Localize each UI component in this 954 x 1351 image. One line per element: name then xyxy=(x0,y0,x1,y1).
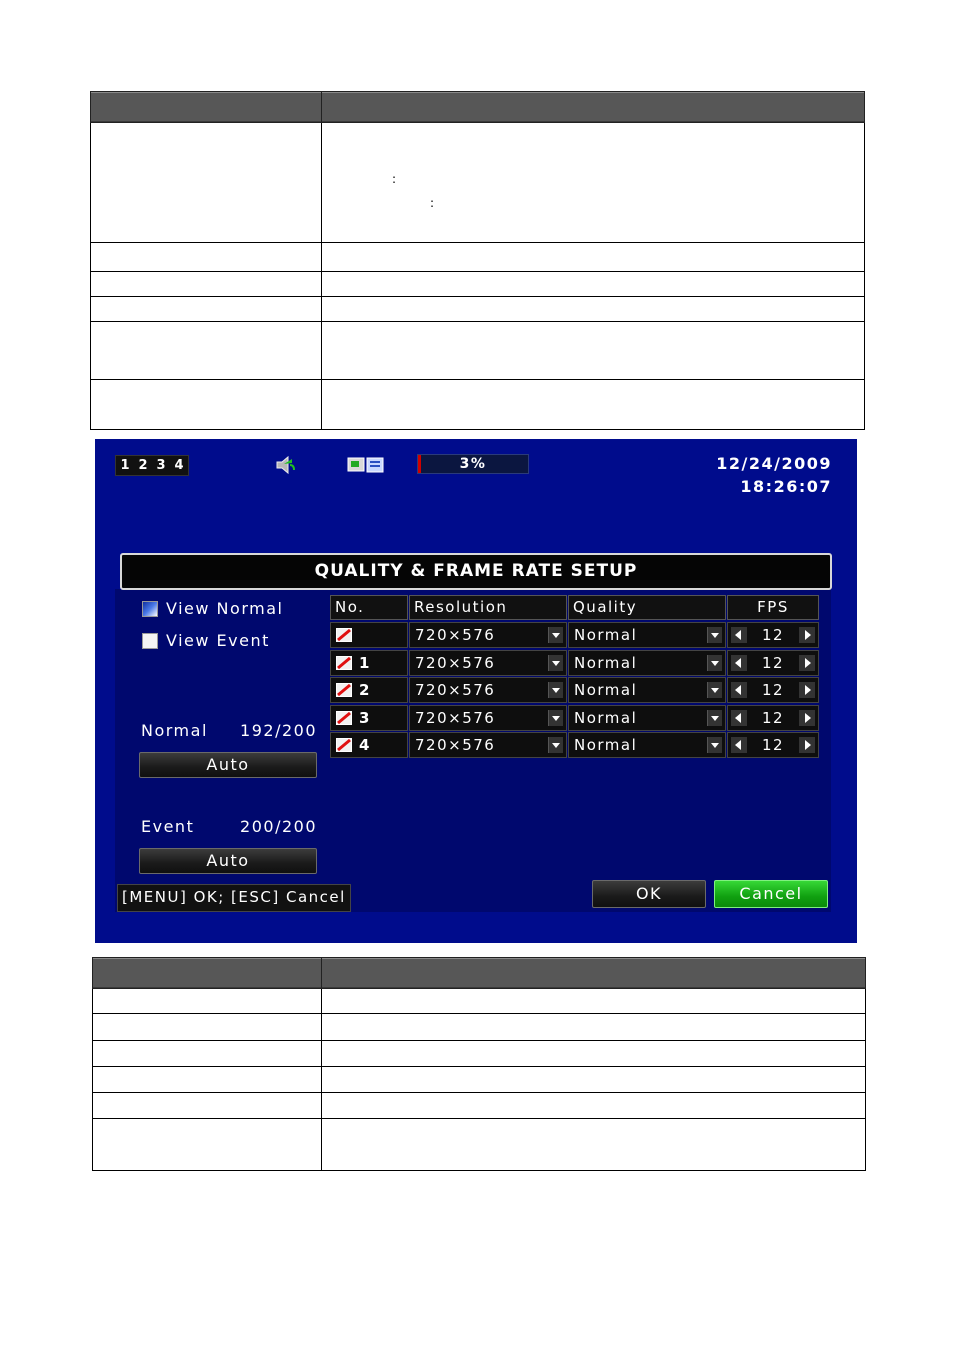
camera-enable-icon xyxy=(336,656,352,670)
table-cell xyxy=(93,1041,322,1067)
table-cell xyxy=(91,322,322,380)
audio-speaker-icon xyxy=(275,455,297,475)
chevron-down-icon[interactable] xyxy=(707,737,722,753)
column-header-fps: FPS xyxy=(727,595,819,620)
quality-value: Normal xyxy=(574,708,638,727)
arrow-right-icon[interactable] xyxy=(799,710,815,726)
resolution-select[interactable] xyxy=(409,677,567,703)
channel-number: 1 xyxy=(120,458,130,473)
channel-number: 2 xyxy=(138,458,148,473)
channel-number: 4 xyxy=(174,458,184,473)
keyboard-hint: [MENU] OK; [ESC] Cancel xyxy=(117,884,351,912)
view-normal-label: View Normal xyxy=(166,599,284,618)
chevron-down-icon[interactable] xyxy=(707,655,722,671)
event-value: 200/200 xyxy=(240,817,317,836)
view-event-option[interactable] xyxy=(142,631,270,650)
event-auto-button[interactable]: Auto xyxy=(139,848,317,874)
fps-stepper[interactable] xyxy=(727,705,819,731)
view-normal-checkbox[interactable] xyxy=(142,601,158,617)
bottom-document-table xyxy=(92,957,866,1171)
cancel-button[interactable]: Cancel xyxy=(714,880,828,908)
table-cell xyxy=(91,123,322,243)
table-cell xyxy=(93,1014,322,1041)
channel-row xyxy=(330,732,820,759)
table-header-cell xyxy=(322,958,866,989)
quality-select[interactable] xyxy=(568,677,726,703)
table-cell xyxy=(91,272,322,297)
table-cell xyxy=(322,989,866,1014)
normal-auto-button[interactable]: Auto xyxy=(139,752,317,778)
channel-no-cell[interactable] xyxy=(330,650,408,676)
quality-select[interactable] xyxy=(568,650,726,676)
normal-value: 192/200 xyxy=(240,721,317,740)
channel-no-cell[interactable] xyxy=(330,705,408,731)
camera-enable-icon xyxy=(336,683,352,697)
arrow-right-icon[interactable] xyxy=(799,737,815,753)
camera-enable-icon xyxy=(336,711,352,725)
normal-label: Normal xyxy=(141,721,208,740)
top-document-table xyxy=(90,91,865,430)
channel-row xyxy=(330,650,820,677)
column-header-quality: Quality xyxy=(568,595,726,620)
table-cell xyxy=(322,1041,866,1067)
table-cell xyxy=(93,1093,322,1119)
table-cell xyxy=(322,123,865,243)
quality-value: Normal xyxy=(574,736,638,754)
resolution-value: 720×576 xyxy=(415,653,496,672)
table-cell xyxy=(322,1014,866,1041)
quality-value: Normal xyxy=(574,681,638,699)
channel-number: 1 xyxy=(359,653,371,672)
view-normal-option[interactable] xyxy=(142,599,283,618)
chevron-down-icon[interactable] xyxy=(548,655,563,671)
table-cell xyxy=(322,1067,866,1093)
channel-number: 3 xyxy=(156,458,166,473)
resolution-select[interactable] xyxy=(409,705,567,731)
table-header-cell xyxy=(91,92,322,123)
chevron-down-icon[interactable] xyxy=(548,737,563,753)
table-cell xyxy=(91,380,322,430)
channel-no-cell[interactable] xyxy=(330,622,408,648)
menu-title: QUALITY & FRAME RATE SETUP xyxy=(120,553,832,590)
event-quota-row xyxy=(141,817,317,836)
hdd-usage-text: 3% xyxy=(459,456,487,472)
date-time-display xyxy=(716,452,832,498)
table-cell xyxy=(91,243,322,272)
resolution-value: 720×576 xyxy=(415,626,496,644)
quality-value: Normal xyxy=(574,653,638,672)
dvr-screen xyxy=(95,439,857,943)
channel-indicator xyxy=(115,455,189,476)
table-cell xyxy=(322,1119,866,1171)
channel-row xyxy=(330,677,820,704)
table-cell xyxy=(322,243,865,272)
hdd-usage-bar xyxy=(417,454,529,474)
arrow-right-icon[interactable] xyxy=(799,655,815,671)
arrow-right-icon[interactable] xyxy=(799,627,815,643)
channel-number: 4 xyxy=(359,736,371,754)
time-text: 18:26:07 xyxy=(740,477,832,496)
disk-record-icon xyxy=(347,455,387,475)
channel-row xyxy=(330,622,820,649)
resolution-value: 720×576 xyxy=(415,681,496,699)
table-cell xyxy=(91,297,322,322)
colon-mark: : xyxy=(430,196,435,210)
table-cell xyxy=(322,380,865,430)
table-header-cell xyxy=(93,958,322,989)
fps-value: 12 xyxy=(761,653,785,672)
table-cell xyxy=(93,1119,322,1171)
channel-no-cell[interactable] xyxy=(330,677,408,703)
table-header-cell xyxy=(322,92,865,123)
table-cell xyxy=(322,272,865,297)
event-label: Event xyxy=(141,817,195,836)
date-text: 12/24/2009 xyxy=(716,454,832,473)
column-header-resolution: Resolution xyxy=(409,595,567,620)
fps-stepper[interactable] xyxy=(727,677,819,703)
colon-mark: : xyxy=(392,172,397,186)
fps-value: 12 xyxy=(761,626,785,644)
camera-enable-icon xyxy=(336,738,352,752)
resolution-value: 720×576 xyxy=(415,708,496,727)
camera-enable-icon xyxy=(336,628,352,642)
channel-no-cell[interactable] xyxy=(330,732,408,758)
fps-value: 12 xyxy=(761,736,785,754)
resolution-select[interactable] xyxy=(409,650,567,676)
table-cell xyxy=(322,322,865,380)
table-cell xyxy=(93,989,322,1014)
resolution-select[interactable] xyxy=(409,622,567,648)
column-header-no: No. xyxy=(330,595,408,620)
quality-select[interactable] xyxy=(568,705,726,731)
chevron-down-icon[interactable] xyxy=(548,710,563,726)
table-cell xyxy=(93,1067,322,1093)
ok-button[interactable]: OK xyxy=(592,880,706,908)
quality-select[interactable] xyxy=(568,622,726,648)
channel-number: 3 xyxy=(359,708,371,727)
fps-stepper[interactable] xyxy=(727,732,819,758)
fps-value: 12 xyxy=(761,681,785,699)
chevron-down-icon[interactable] xyxy=(548,627,563,643)
chevron-down-icon[interactable] xyxy=(548,682,563,698)
quality-select[interactable] xyxy=(568,732,726,758)
resolution-value: 720×576 xyxy=(415,736,496,754)
chevron-down-icon[interactable] xyxy=(707,710,722,726)
table-cell xyxy=(322,297,865,322)
fps-stepper[interactable] xyxy=(727,622,819,648)
table-cell xyxy=(322,1093,866,1119)
chevron-down-icon[interactable] xyxy=(707,627,722,643)
channel-number: 2 xyxy=(359,681,371,699)
view-event-label: View Event xyxy=(166,631,270,650)
normal-quota-row xyxy=(141,721,317,740)
fps-value: 12 xyxy=(761,708,785,727)
arrow-right-icon[interactable] xyxy=(799,682,815,698)
view-event-checkbox[interactable] xyxy=(142,633,158,649)
chevron-down-icon[interactable] xyxy=(707,682,722,698)
resolution-select[interactable] xyxy=(409,732,567,758)
quality-value: Normal xyxy=(574,626,638,644)
fps-stepper[interactable] xyxy=(727,650,819,676)
channel-row xyxy=(330,705,820,732)
